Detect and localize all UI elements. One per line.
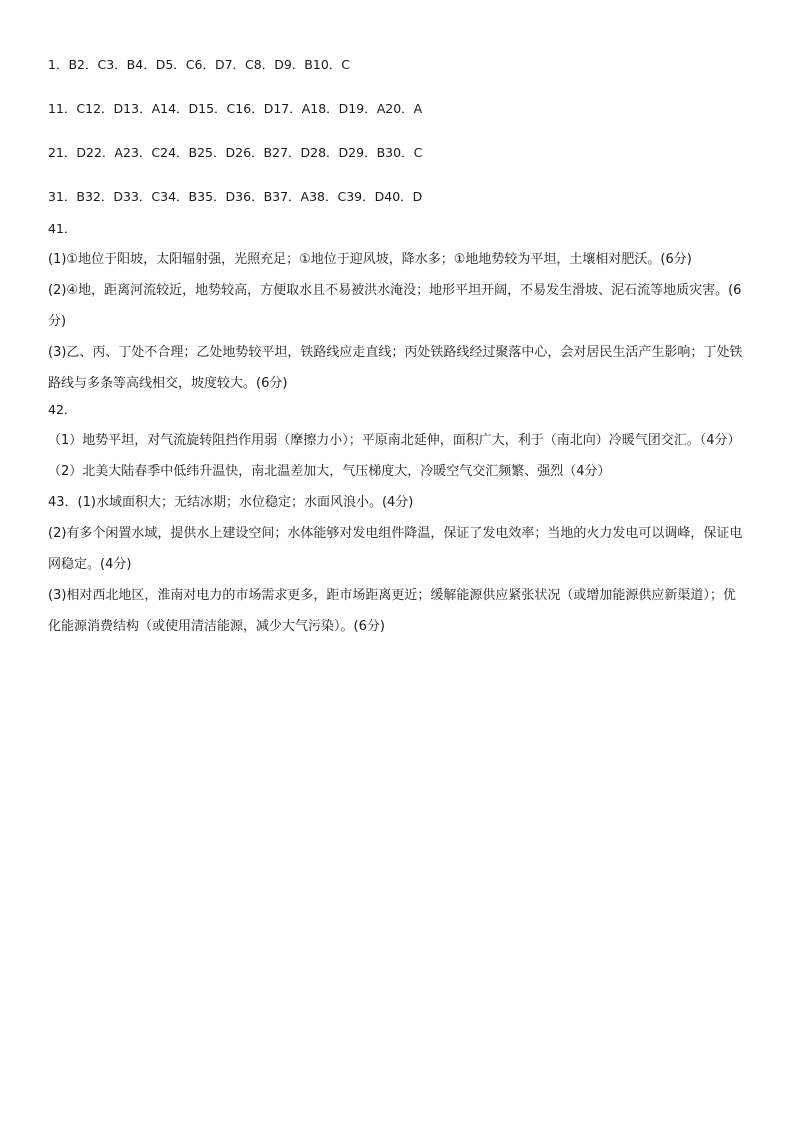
question-number: 41． [48,221,77,236]
answer-part: （2）北美大陆春季中低纬升温快，南北温差加大，气压梯度大，冷暖空气交汇频繁、强烈（4分） [48,464,611,479]
answer-part: 43．(1)水域面积大；无结冰期；水位稳定；水面风浪小。(4分) [48,495,414,510]
mc-answer-row: 21．D22．A23．C24．B25．D26．B27．D28．D29．B30．C [48,145,423,160]
question-41 [48,220,746,399]
answer-part: (2)④地，距离河流较近，地势较高，方便取水且不易被洪水淹没；地形平坦开阔，不易发生滑坡、泥石流等地质灾害。(6分) [48,283,742,329]
answer-part: (3)相对西北地区，淮南对电力的市场需求更多，距市场距离更近；缓解能源供应紧张状况（或增加能源供应新渠道）；优化能源消费结构（或使用清洁能源，减少大气污染）。(6分) [48,588,736,634]
question-43 [48,487,746,642]
answer-part: (3)乙、丙、丁处不合理；乙处地势较平坦，铁路线应走直线；丙处铁路线经过聚落中心，会对居民生活产生影响；丁处铁路线与多条等高线相交，坡度较大。(6分) [48,345,743,391]
answer-part: (1)①地位于阳坡，太阳辐射强，光照充足；①地位于迎风坡，降水多；①地地势较为平坦，土壤相对肥沃。(6分) [48,252,692,267]
question-42 [48,401,746,487]
mc-answer-row: 1．B2．C3．B4．D5．C6．D7．C8．D9．B10．C [48,57,350,72]
question-number: 42． [48,402,77,417]
mc-answer-row: 11．C12．D13．A14．D15．C16．D17．A18．D19．A20．A [48,101,423,116]
answer-part: （1）地势平坦，对气流旋转阻挡作用弱（摩擦力小）；平原南北延伸，面积广大，利于（南北向）冷暖气团交汇。（4分） [48,433,741,448]
multiple-choice-answers [48,56,746,206]
answer-part: (2)有多个闲置水域，提供水上建设空间；水体能够对发电组件降温，保证了发电效率；当地的火力发电可以调峰，保证电网稳定。(4分) [48,526,743,572]
mc-answer-row: 31．B32．D33．C34．B35．D36．B37．A38．C39．D40．D [48,189,423,204]
